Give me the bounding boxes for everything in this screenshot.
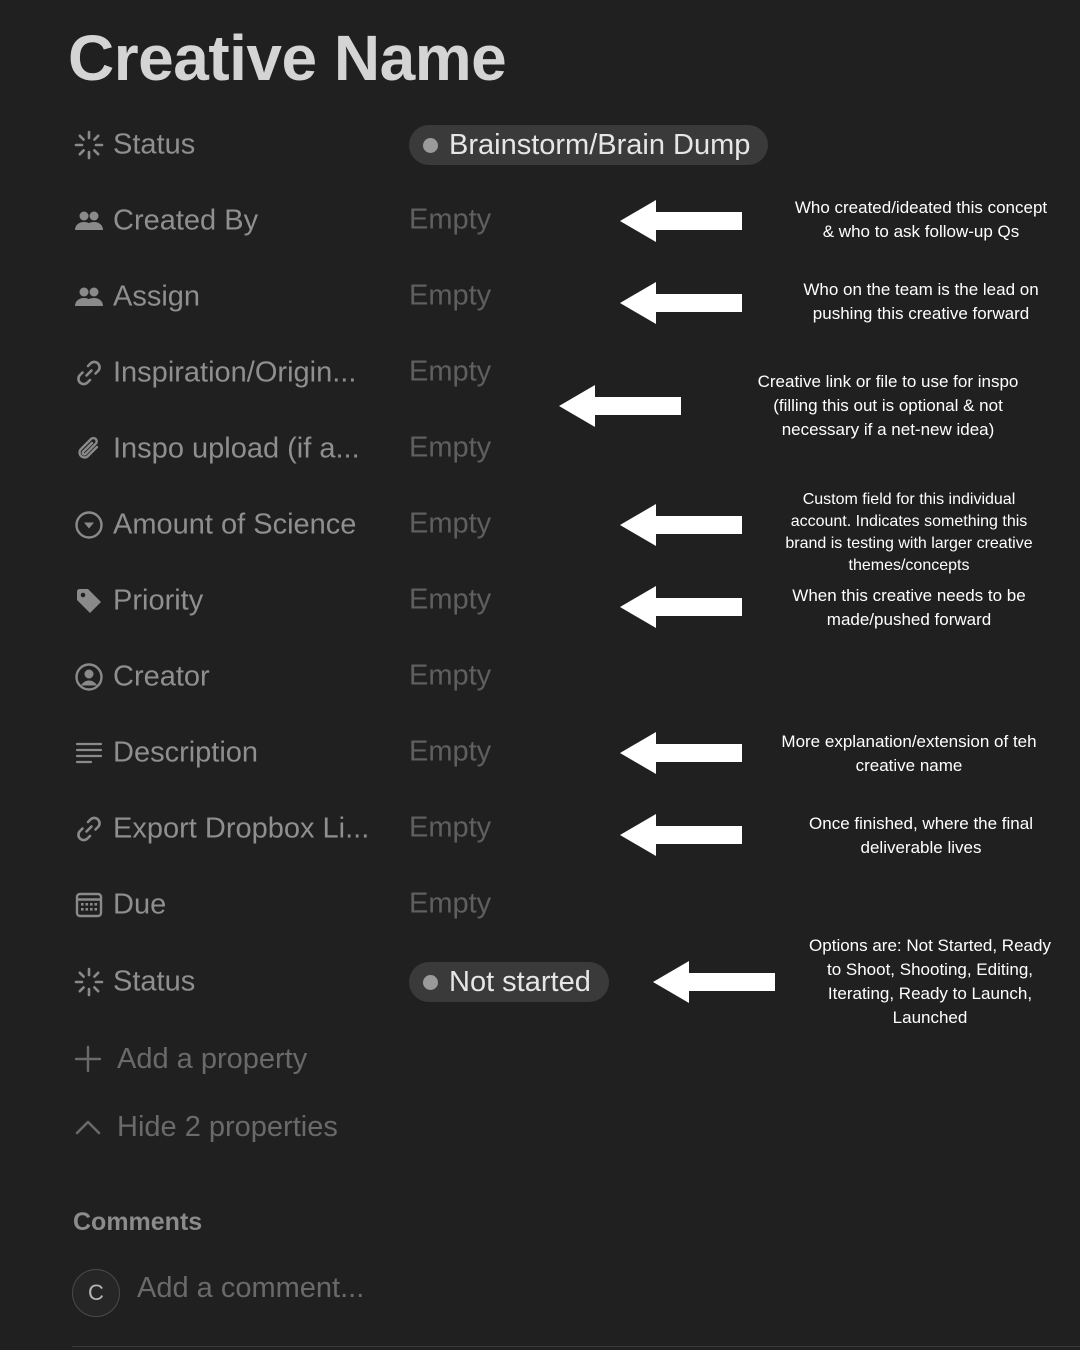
property-label: Status xyxy=(113,965,196,998)
annotation-note-assign xyxy=(776,278,1066,326)
property-label: Inspiration/Origin... xyxy=(113,356,357,389)
select-chevron-circle-icon xyxy=(72,508,106,542)
annotation-arrow-icon xyxy=(618,730,744,776)
add-property-label: Add a property xyxy=(117,1042,308,1075)
status-dot xyxy=(423,975,438,990)
property-label: Due xyxy=(113,888,167,921)
tag-icon xyxy=(72,584,106,618)
status-spinner-icon xyxy=(72,128,106,162)
link-icon xyxy=(72,812,106,846)
property-label: Status xyxy=(113,128,196,161)
property-label: Creator xyxy=(113,660,210,693)
annotation-note-description xyxy=(754,730,1064,778)
annotation-line: Custom field for this individual xyxy=(802,491,1016,508)
property-row-creator[interactable] xyxy=(0,649,760,705)
status-pill[interactable] xyxy=(409,125,768,165)
property-label: Created By xyxy=(113,204,259,237)
property-value-empty[interactable]: Empty xyxy=(409,355,492,388)
property-label: Export Dropbox Li... xyxy=(113,812,370,845)
plus-icon xyxy=(72,1043,104,1075)
property-row-status[interactable] xyxy=(0,117,760,173)
chevron-up-icon xyxy=(72,1111,104,1143)
annotation-line: (filling this out is optional & not xyxy=(773,396,1003,415)
property-value-empty[interactable]: Empty xyxy=(409,507,492,540)
property-value-empty[interactable]: Empty xyxy=(409,659,492,692)
property-value-empty[interactable]: Empty xyxy=(409,811,492,844)
people-icon xyxy=(72,204,106,238)
hide-properties-button[interactable] xyxy=(72,1105,338,1149)
status-pill-text: Not started xyxy=(449,965,591,998)
property-label: Assign xyxy=(113,280,201,313)
add-property-button[interactable] xyxy=(72,1037,307,1081)
property-label: Priority xyxy=(113,584,204,617)
annotation-note-amount-of-science xyxy=(764,489,1054,577)
annotation-line: to Shoot, Shooting, Editing, xyxy=(826,960,1034,979)
annotation-line: account. Indicates something this xyxy=(790,513,1028,530)
annotation-line: & who to ask follow-up Qs xyxy=(822,222,1020,241)
person-circle-icon xyxy=(72,660,106,694)
annotation-line: Iterating, Ready to Launch, xyxy=(827,984,1033,1003)
property-row-status-2[interactable] xyxy=(0,954,760,1010)
property-value-empty[interactable]: Empty xyxy=(409,431,492,464)
avatar: C xyxy=(72,1269,120,1317)
annotation-note-priority xyxy=(764,584,1054,632)
annotation-line: themes/concepts xyxy=(848,557,970,574)
annotation-line: Options are: Not Started, Ready xyxy=(809,936,1051,955)
comments-heading: Comments xyxy=(73,1208,203,1236)
annotation-line: When this creative needs to be xyxy=(792,586,1026,605)
annotation-line: necessary if a net-new idea) xyxy=(781,420,995,439)
annotation-arrow-icon xyxy=(618,198,744,244)
annotation-note-inspiration xyxy=(733,370,1043,442)
status-pill[interactable] xyxy=(409,962,609,1002)
annotation-note-status xyxy=(786,934,1074,1030)
paperclip-icon xyxy=(72,432,106,466)
annotation-note-export xyxy=(776,812,1066,860)
annotation-note-created-by xyxy=(776,196,1066,244)
text-lines-icon xyxy=(72,736,106,770)
annotation-line: pushing this creative forward xyxy=(812,304,1030,323)
annotation-line: Who created/ideated this concept xyxy=(794,198,1048,217)
annotation-line: More explanation/extension of teh xyxy=(781,732,1037,751)
calendar-icon xyxy=(72,888,106,922)
annotation-arrow-icon xyxy=(618,280,744,326)
property-value-empty[interactable]: Empty xyxy=(409,583,492,616)
annotation-arrow-icon xyxy=(557,383,683,429)
property-row-due[interactable] xyxy=(0,877,760,933)
property-label: Inspo upload (if a... xyxy=(113,432,360,465)
annotation-line: creative name xyxy=(855,756,963,775)
link-icon xyxy=(72,356,106,390)
annotation-arrow-icon xyxy=(618,584,744,630)
annotation-line: made/pushed forward xyxy=(826,610,992,629)
divider xyxy=(72,1346,1080,1347)
annotation-arrow-icon xyxy=(651,959,777,1005)
annotation-line: Once finished, where the final xyxy=(809,814,1033,833)
property-value-empty[interactable]: Empty xyxy=(409,203,492,236)
annotation-line: Launched xyxy=(892,1008,968,1027)
annotation-arrow-icon xyxy=(618,502,744,548)
property-value-empty[interactable]: Empty xyxy=(409,735,492,768)
people-icon xyxy=(72,280,106,314)
annotation-line: deliverable lives xyxy=(860,838,982,857)
property-value-empty[interactable]: Empty xyxy=(409,887,492,920)
annotation-line: brand is testing with larger creative xyxy=(785,535,1033,552)
page-title[interactable]: Creative Name xyxy=(68,22,507,94)
annotation-arrow-icon xyxy=(618,812,744,858)
property-value-empty[interactable]: Empty xyxy=(409,279,492,312)
property-label: Description xyxy=(113,736,259,769)
annotation-line: Who on the team is the lead on xyxy=(803,280,1039,299)
status-pill-text: Brainstorm/Brain Dump xyxy=(449,128,751,161)
property-label: Amount of Science xyxy=(113,508,357,541)
status-spinner-icon xyxy=(72,965,106,999)
hide-properties-label: Hide 2 properties xyxy=(117,1110,338,1143)
annotation-line: Creative link or file to use for inspo xyxy=(757,372,1019,391)
comment-input[interactable]: Add a comment... xyxy=(137,1272,365,1304)
property-row-inspo-upload[interactable] xyxy=(0,421,760,477)
status-dot xyxy=(423,138,438,153)
